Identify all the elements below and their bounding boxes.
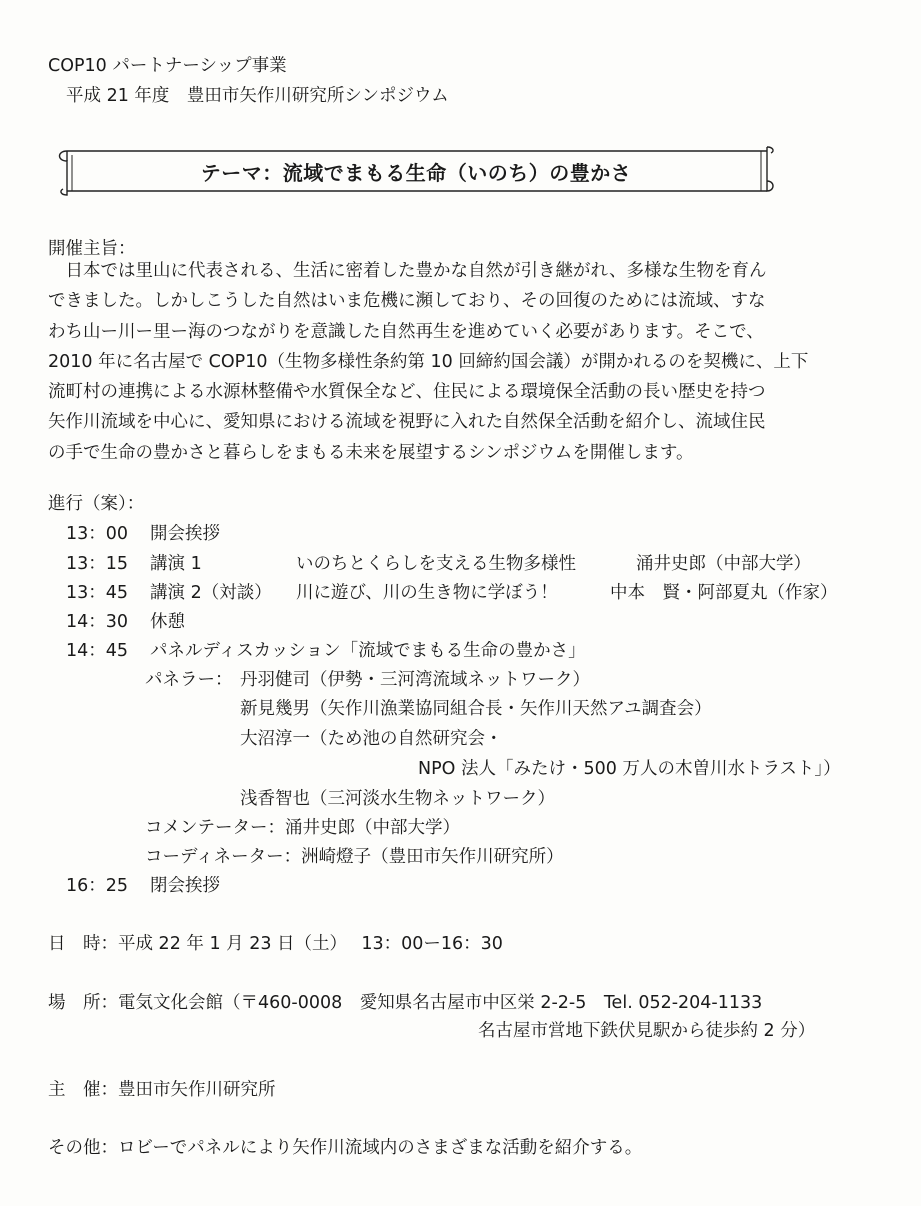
event-venue-access: 名古屋市営地下鉄伏見駅から徒歩約 2 分） [478, 1021, 816, 1041]
program-text: 開会挨拶 [150, 524, 220, 544]
program-title: いのちとくらしを支える生物多様性 [296, 554, 576, 574]
program-speaker: 中本 賢・阿部夏丸（作家） [610, 583, 838, 603]
paneler: 丹羽健司（伊勢・三河湾流域ネットワーク） [240, 670, 590, 690]
purpose-line: の手で生命の豊かさと暮らしをまもる未来を展望するシンポジウムを開催します。 [48, 442, 694, 463]
program-item [66, 872, 220, 897]
theme-banner [55, 143, 777, 199]
purpose-line: 矢作川流域を中心に、愛知県における流域を視野に入れた自然保全活動を紹介し、流域住民 [48, 412, 766, 433]
program-text: 閉会挨拶 [150, 876, 220, 896]
program-speaker: 涌井史郎（中部大学） [636, 554, 811, 574]
program-label: 講演 2（対談） [150, 583, 272, 603]
theme-title: テーマ：流域でまもる生命（いのち）の豊かさ [200, 160, 632, 185]
paneler: 大沼淳一（ため池の自然研究会・ [240, 729, 503, 749]
purpose-line: わち山ー川ー里ー海のつながりを意識した自然再生を進めていく必要があります。そこで、 [48, 321, 764, 342]
header-line-1: COP10 パートナーシップ事業 [48, 56, 287, 76]
event-organizer: 主 催：豊田市矢作川研究所 [48, 1080, 276, 1100]
program-item [66, 579, 272, 604]
commentator: コメンテーター：涌井史郎（中部大学） [145, 818, 460, 838]
program-time: 16：25 [66, 876, 129, 896]
purpose-line: 流町村の連携による水源林整備や水質保全など、住民による環境保全活動の長い歴史を持つ [48, 382, 766, 403]
program-text: 休憩 [150, 612, 185, 632]
program-item [66, 608, 185, 633]
coordinator: コーディネーター：洲崎燈子（豊田市矢作川研究所） [145, 847, 564, 867]
program-time: 13：00 [66, 524, 129, 544]
program-time: 14：45 [66, 641, 129, 661]
purpose-heading: 開催主旨： [48, 239, 136, 259]
panelers-label: パネラー： [145, 670, 233, 690]
event-venue: 場 所：電気文化会館（〒460-0008 愛知県名古屋市中区栄 2-2-5 Tel. 052-204-1133 [48, 993, 763, 1013]
program-label: 講演 1 [150, 554, 202, 574]
purpose-line: 日本では里山に代表される、生活に密着した豊かな自然が引き継がれ、多様な生物を育ん [48, 261, 767, 281]
header-line-2: 平成 21 年度 豊田市矢作川研究所シンポジウム [66, 86, 449, 106]
program-heading: 進行（案）： [48, 494, 145, 514]
purpose-paragraph [48, 256, 868, 468]
program-time: 13：45 [66, 583, 129, 603]
paneler: 新見幾男（矢作川漁業協同組合長・矢作川天然アユ調査会） [240, 699, 712, 719]
program-item [66, 550, 202, 575]
paneler: NPO 法人「みたけ・500 万人の木曽川水トラスト」） [418, 759, 841, 779]
purpose-line: できました。しかしこうした自然はいま危機に瀕しており、その回復のためには流域、すな [48, 291, 766, 312]
program-item [66, 637, 586, 662]
program-text: パネルディスカッション「流域でまもる生命の豊かさ」 [150, 641, 586, 661]
purpose-line: 2010 年に名古屋で COP10（生物多様性条約第 10 回締約国会議）が開かれるのを契機に、上下 [48, 351, 809, 372]
program-time: 13：15 [66, 554, 129, 574]
event-other: その他：ロビーでパネルにより矢作川流域内のさまざまな活動を紹介する。 [48, 1138, 643, 1158]
event-datetime: 日 時：平成 22 年 1 月 23 日（土） 13：00ー16：30 [48, 934, 503, 954]
program-time: 14：30 [66, 612, 129, 632]
program-title: 川に遊び、川の生き物に学ぼう！ [296, 583, 558, 603]
program-item [66, 520, 220, 545]
paneler: 浅香智也（三河淡水生物ネットワーク） [240, 789, 555, 809]
